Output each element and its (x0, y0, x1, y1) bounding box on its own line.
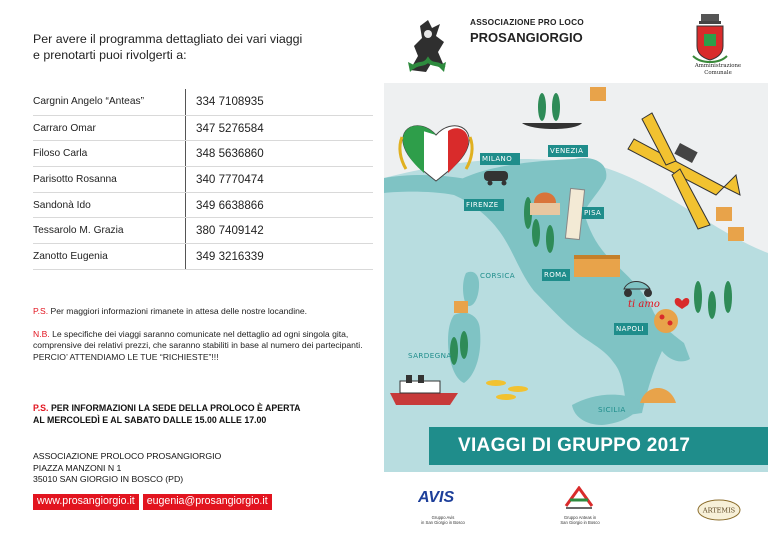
map-label-sardegna: SARDEGNA (408, 351, 452, 360)
crest-label-2: Comunale (704, 69, 732, 76)
avis-label-2: in San Giorgio in Bosco (421, 520, 465, 525)
website-link[interactable]: www.prosangiorgio.it (33, 494, 139, 510)
ti-amo-text: ti amo (628, 299, 660, 310)
nb-note (33, 329, 373, 363)
artemis-logo-icon (696, 498, 742, 522)
contacts-table (33, 89, 373, 270)
nb-text: Le specifiche dei viaggi saranno comunicate nel dettaglio ad ogni singola gita, comprensive dei relativi prezzi, che saranno stabiliti in base al numero dei partecipanti. (33, 329, 363, 351)
association-title: ASSOCIAZIONE PRO LOCO (470, 17, 584, 27)
contact-phone: 334 7108935 (185, 89, 373, 115)
map-label-milano: MILANO (482, 155, 513, 163)
address-line-3: 35010 SAN GIORGIO IN BOSCO (PD) (33, 474, 184, 485)
intro-line-2: e prenotarti puoi rivolgerti a: (33, 48, 187, 62)
proloco-logo-icon (404, 16, 450, 76)
contact-name: Parisotto Rosanna (33, 173, 117, 185)
ps-label: P.S. (33, 306, 49, 316)
contact-phone: 349 3216339 (185, 244, 373, 269)
sponsor-logos (384, 472, 768, 543)
contact-row (33, 243, 373, 269)
map-label-firenze: FIRENZE (466, 201, 499, 209)
anteas-label-2: San Giorgio in Bosco (560, 520, 600, 525)
contact-row (33, 166, 373, 192)
ps2-text-2: AL MERCOLEDÌ E AL SABATO DALLE 15.00 ALLE 17.00 (33, 414, 267, 425)
avis-logo-icon (418, 487, 468, 505)
crest-label-1: Amministrazione (694, 63, 742, 69)
address-line-1: ASSOCIAZIONE PROLOCO PROSANGIORGIO (33, 451, 222, 461)
avis-label-1: Gruppo Avis (431, 515, 455, 520)
contact-name: Filoso Carla (33, 148, 88, 160)
contact-name: Carraro Omar (33, 122, 96, 134)
contact-links (33, 494, 272, 510)
anteas-label (556, 515, 604, 525)
map-graphic (384, 83, 768, 472)
ps-text: Per maggiori informazioni rimanete in attesa delle nostre locandine. (48, 306, 308, 316)
avis-label (420, 515, 466, 525)
email-link[interactable]: eugenia@prosangiorgio.it (143, 494, 272, 510)
nb-label: N.B. (33, 329, 50, 339)
intro-line-1: Per avere il programma dettagliato dei vari viaggi (33, 32, 303, 46)
crest-label (690, 63, 746, 76)
contact-row (33, 140, 373, 166)
contact-row (33, 115, 373, 141)
ps2-label: P.S. (33, 403, 49, 413)
italy-map-illustration (384, 83, 768, 472)
address-block (33, 451, 221, 486)
contact-name: Zanotto Eugenia (33, 250, 108, 262)
contact-phone: 347 5276584 (185, 116, 373, 141)
contact-phone: 340 7770474 (185, 167, 373, 192)
map-label-venezia: VENEZIA (550, 147, 584, 155)
ps-note-hours (33, 403, 378, 426)
map-label-sicilia: SICILIA (598, 405, 626, 414)
contact-name: Cargnin Angelo “Anteas” (33, 96, 144, 108)
contact-row (33, 192, 373, 218)
artemis-logo-text: ARTEMIS (702, 506, 736, 515)
map-label-roma: ROMA (544, 271, 567, 279)
map-label-corsica: CORSICA (480, 271, 516, 280)
association-name: PROSANGIORGIO (470, 30, 583, 45)
ps2-text: PER INFORMAZIONI LA SEDE DELLA PROLOCO È APERTA (48, 403, 301, 413)
ps-note-1 (33, 306, 373, 317)
contact-name: Tessarolo M. Grazia (33, 225, 124, 237)
map-label-pisa: PISA (584, 209, 602, 217)
address-line-2: PIAZZA MANZONI N 1 (33, 462, 122, 473)
right-panel (384, 0, 768, 543)
nb-text-2: PERCIO’ ATTENDIAMO LE TUE “RICHIESTE”!!! (33, 351, 219, 362)
contact-phone: 380 7409142 (185, 218, 373, 243)
intro-text (33, 31, 302, 63)
contact-name: Sandonà Ido (33, 199, 91, 211)
avis-logo-text: AVIS (418, 489, 455, 505)
anteas-logo-icon (564, 486, 594, 510)
contact-phone: 348 5636860 (185, 141, 373, 166)
contact-row (33, 217, 373, 243)
anteas-label-1: Gruppo Anteas in (563, 515, 597, 520)
contact-phone: 349 6638866 (185, 193, 373, 218)
banner-title: VIAGGI DI GRUPPO 2017 (429, 427, 768, 465)
contact-row (33, 89, 373, 115)
table-divider (33, 269, 373, 270)
map-label-napoli: NAPOLI (616, 325, 645, 333)
